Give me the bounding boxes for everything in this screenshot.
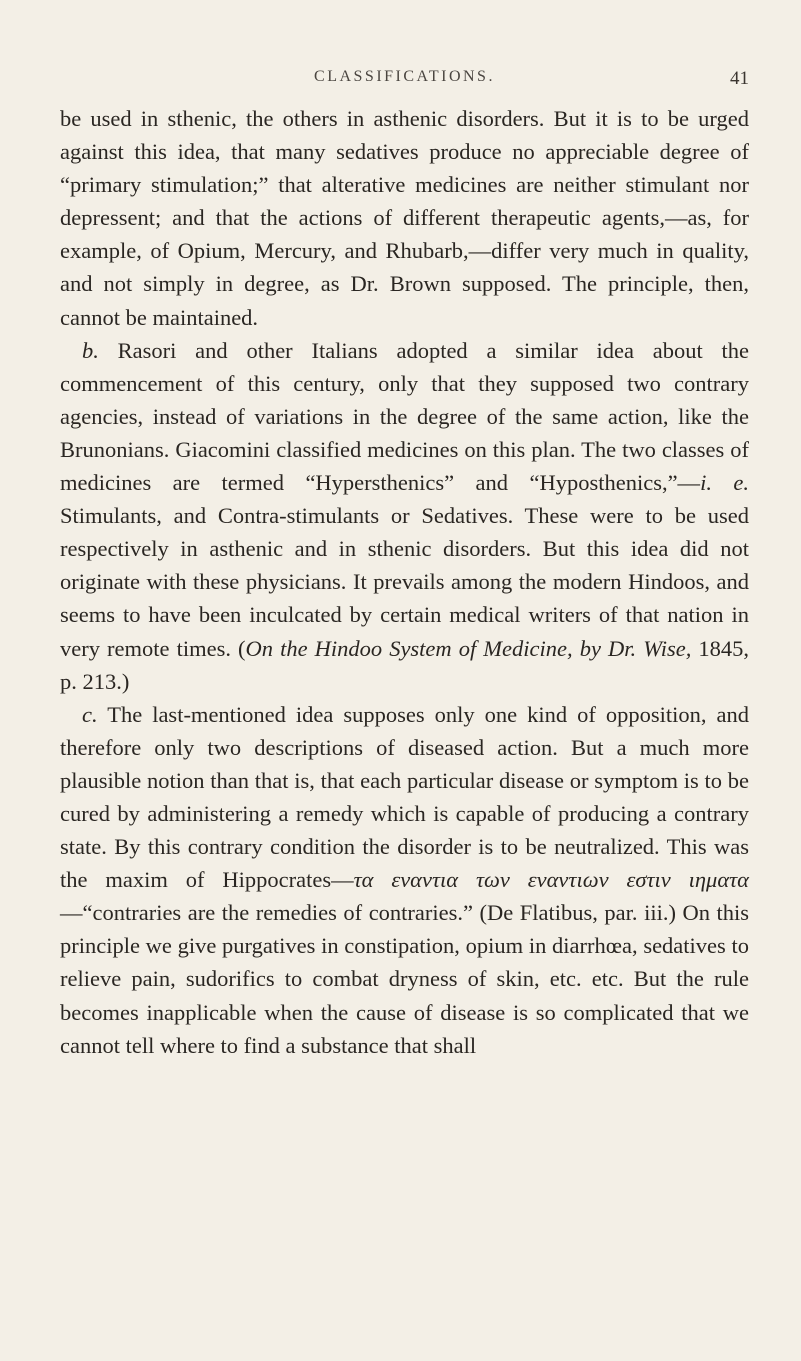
text-segment: Stimulants, and Contra-stimulants or Sedatives. These were to be used respectively in asthenic and in sthenic disorders. But this idea did not originate with these physicians. It prevails among the modern Hindoos, and seems to have been inculcated by certain medical writers of that nation in very remote times. ( [60,503,749,661]
text-segment: The last-mentioned idea supposes only one kind of opposition, and therefore only two descriptions of diseased action. But a much more plausible notion than that is, that each particular disease or symptom is to be cured by administering a remedy which is capable of producing a contrary state. By this contrary condition the disorder is to be neutralized. This was the maxim of Hippocrates— [60,701,749,893]
paragraph-continuation [60,102,749,334]
running-title: CLASSIFICATIONS. [314,68,495,85]
text-segment: 1845, p. 213.) [60,635,750,694]
greek-quotation: τα εναντια των εναντιων εστιν ιηματα [353,867,749,893]
running-head [60,68,749,96]
paragraph-section-b [60,334,749,698]
text-segment: be used in sthenic, the others in asthenic disorders. But it is to be urged against this idea, that many sedatives produce no appreciable degree of “primary stimulation;” that alterative medicines are neither stimulant nor depressent; and that the actions of different therapeutic agents,—as, for example, of Opium, Mercury, and Rhubarb,—differ very much in quality, and not simply in degree, as Dr. Brown supposed. The principle, then, cannot be maintained. [60,106,749,330]
text-segment: —“contraries are the remedies of contraries.” (De Flatibus, par. iii.) On this principle we give purgatives in constipation, opium in diarrhœa, sedatives to relieve pain, sudorifics to combat dryness of skin, etc. etc. But the rule becomes inapplicable when the cause of disease is so complicated that we cannot tell where to find a substance that shall [60,900,749,1058]
text-segment: Rasori and other Italians adopted a similar idea about the commencement of this century, only that they supposed two contrary agencies, instead of variations in the degree of the same action, like the Brunonians. Giacomini classified medicines on this plan. The two classes of medicines are termed “Hypersthenics” and “Hyposthenics,”— [60,337,749,496]
text-segment-italic: i. e. [700,470,749,496]
citation-title: On the Hindoo System of Medicine, by Dr. Wise, [245,635,692,661]
section-label: b. [82,337,99,363]
paragraph-section-c [60,698,749,1062]
page-number: 41 [730,68,749,89]
body-text [60,102,749,1062]
section-label: c. [82,701,98,727]
